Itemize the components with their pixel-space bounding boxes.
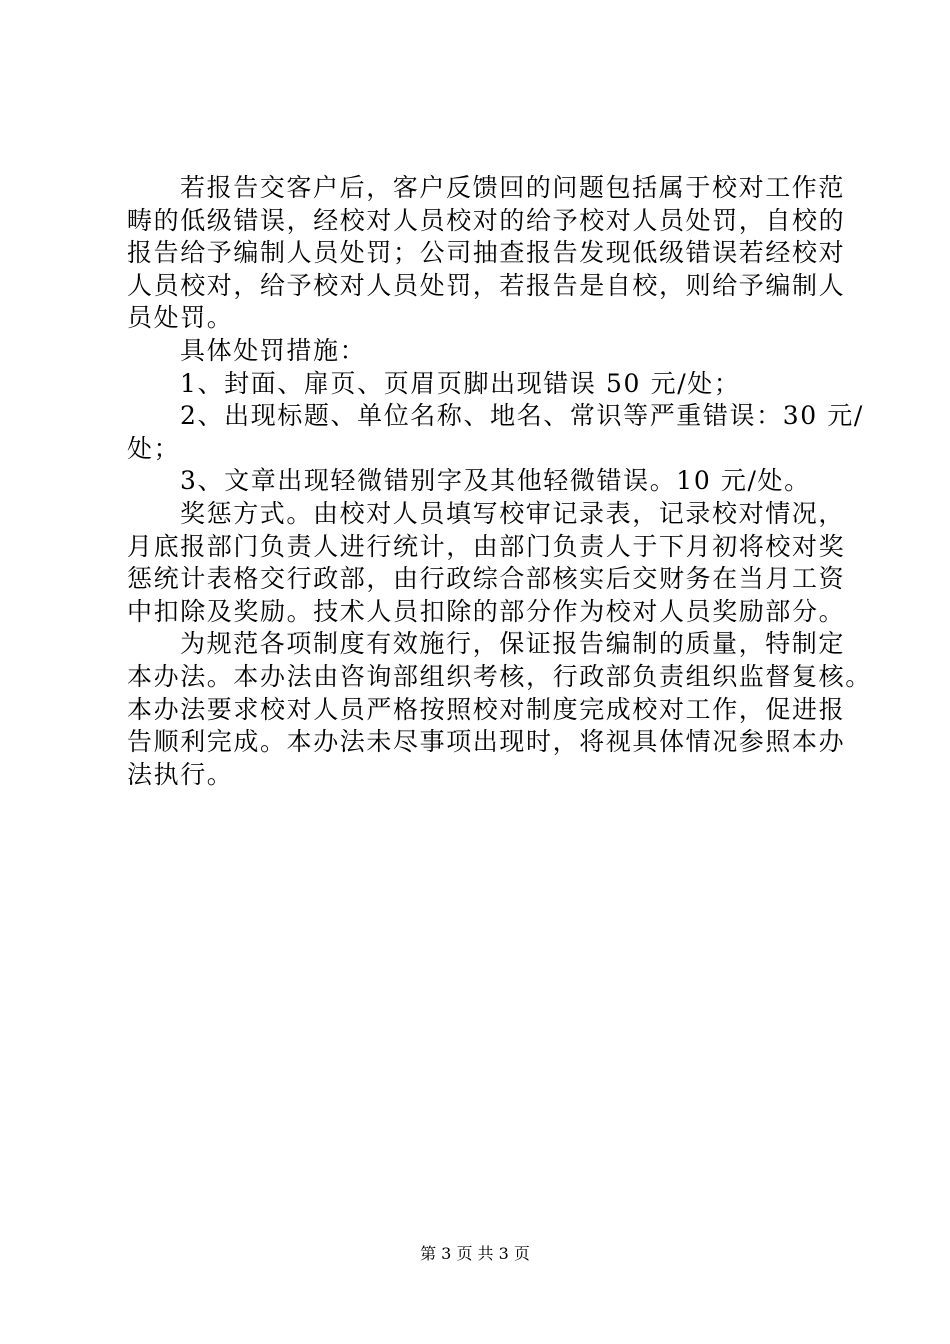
- body-line-1: 若报告交客户后，客户反馈回的问题包括属于校对工作范: [180, 173, 846, 202]
- body-line-2: 畴的低级错误，经校对人员校对的给予校对人员处罚，自校的: [127, 205, 846, 235]
- body-line-18: 告顺利完成。本办法未尽事项出现时，将视具体情况参照本办: [127, 727, 846, 757]
- body-line-6: 具体处罚措施：: [180, 335, 367, 365]
- body-line-7: 1、封面、扉页、页眉页脚出现错误 50 元/处；: [180, 368, 741, 398]
- body-line-15: 为规范各项制度有效施行，保证报告编制的质量，特制定: [180, 629, 846, 659]
- body-line-9: 处；: [127, 433, 181, 463]
- page-number-label: 第 3 页 共 3 页: [420, 1244, 530, 1263]
- body-line-4: 人员校对，给予校对人员处罚，若报告是自校，则给予编制人: [127, 270, 846, 300]
- body-line-10: 3、文章出现轻微错别字及其他轻微错误。10 元/处。: [180, 466, 811, 496]
- body-line-3: 报告给予编制人员处罚；公司抽查报告发现低级错误若经校对: [127, 238, 846, 268]
- body-line-19: 法执行。: [127, 759, 234, 789]
- page-footer: [0, 1244, 950, 1264]
- body-line-5: 员处罚。: [127, 303, 234, 333]
- document-body: [127, 172, 872, 791]
- body-line-16: 本办法。本办法由咨询部组织考核，行政部负责组织监督复核。: [127, 661, 872, 691]
- body-line-17: 本办法要求校对人员严格按照校对制度完成校对工作，促进报: [127, 694, 846, 724]
- body-line-8: 2、出现标题、单位名称、地名、常识等严重错误：30 元/: [180, 401, 864, 431]
- body-line-11: 奖惩方式。由校对人员填写校审记录表，记录校对情况，: [180, 498, 846, 528]
- body-line-14: 中扣除及奖励。技术人员扣除的部分作为校对人员奖励部分。: [127, 596, 846, 626]
- body-line-13: 惩统计表格交行政部，由行政综合部核实后交财务在当月工资: [127, 564, 846, 594]
- body-line-12: 月底报部门负责人进行统计，由部门负责人于下月初将校对奖: [127, 531, 846, 561]
